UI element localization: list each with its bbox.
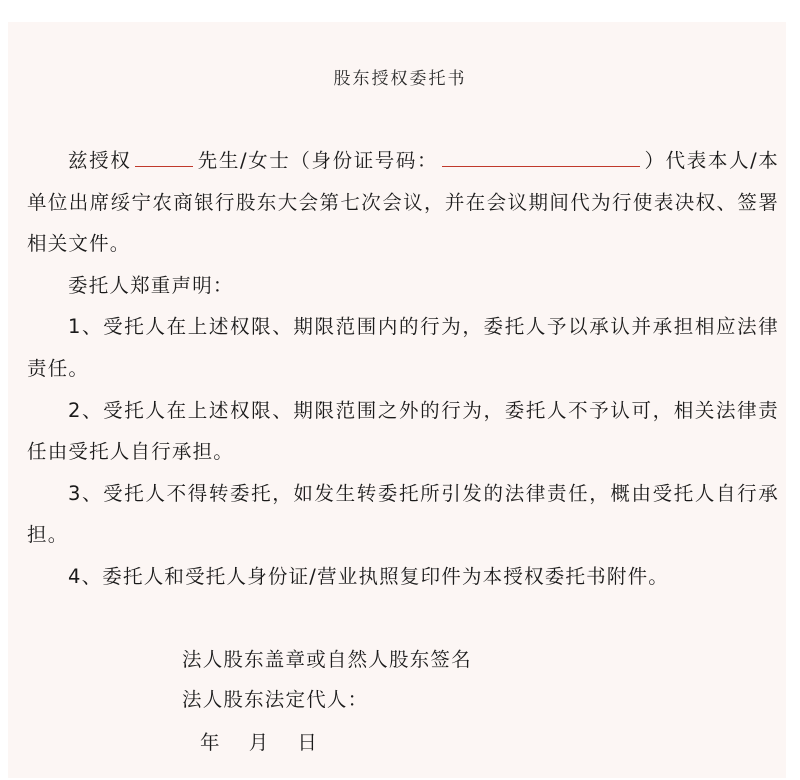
declaration-item: 3、受托人不得转委托，如发生转委托所引发的法律责任，概由受托人自行承担。	[27, 481, 779, 547]
date-line	[200, 727, 318, 755]
authorize-mid: 先生/女士（身份证号码：	[197, 149, 439, 172]
proxy-name-blank[interactable]	[135, 148, 193, 167]
declaration-item: 4、委托人和受托人身份证/营业执照复印件为本授权委托书附件。	[68, 564, 669, 588]
authorize-lead: 兹授权	[68, 149, 132, 172]
legal-representative-line: 法人股东法定代人：	[182, 688, 369, 711]
date-month: 月	[248, 731, 270, 754]
declaration-item: 1、受托人在上述权限、期限范围内的行为，委托人予以承认并承担相应法律责任。	[27, 315, 779, 380]
declaration-heading: 委托人郑重声明：	[68, 273, 234, 297]
signature-seal-line: 法人股东盖章或自然人股东签名	[182, 648, 472, 671]
document-title: 股东授权委托书	[333, 69, 467, 89]
document-body	[27, 140, 779, 598]
declaration-item: 2、受托人在上述权限、期限范围之外的行为，委托人不予认可，相关法律责任由受托人自行承担。	[27, 398, 779, 464]
authorize-tail: ）代表本人/本单位出席绥宁农商银行股东大会第七次会议，并在会议期间代为行使表决权、签署相关文件。	[27, 149, 779, 256]
id-number-blank[interactable]	[442, 148, 640, 167]
authorization-paragraph	[27, 140, 779, 265]
date-day: 日	[297, 731, 319, 754]
date-year: 年	[200, 731, 221, 754]
